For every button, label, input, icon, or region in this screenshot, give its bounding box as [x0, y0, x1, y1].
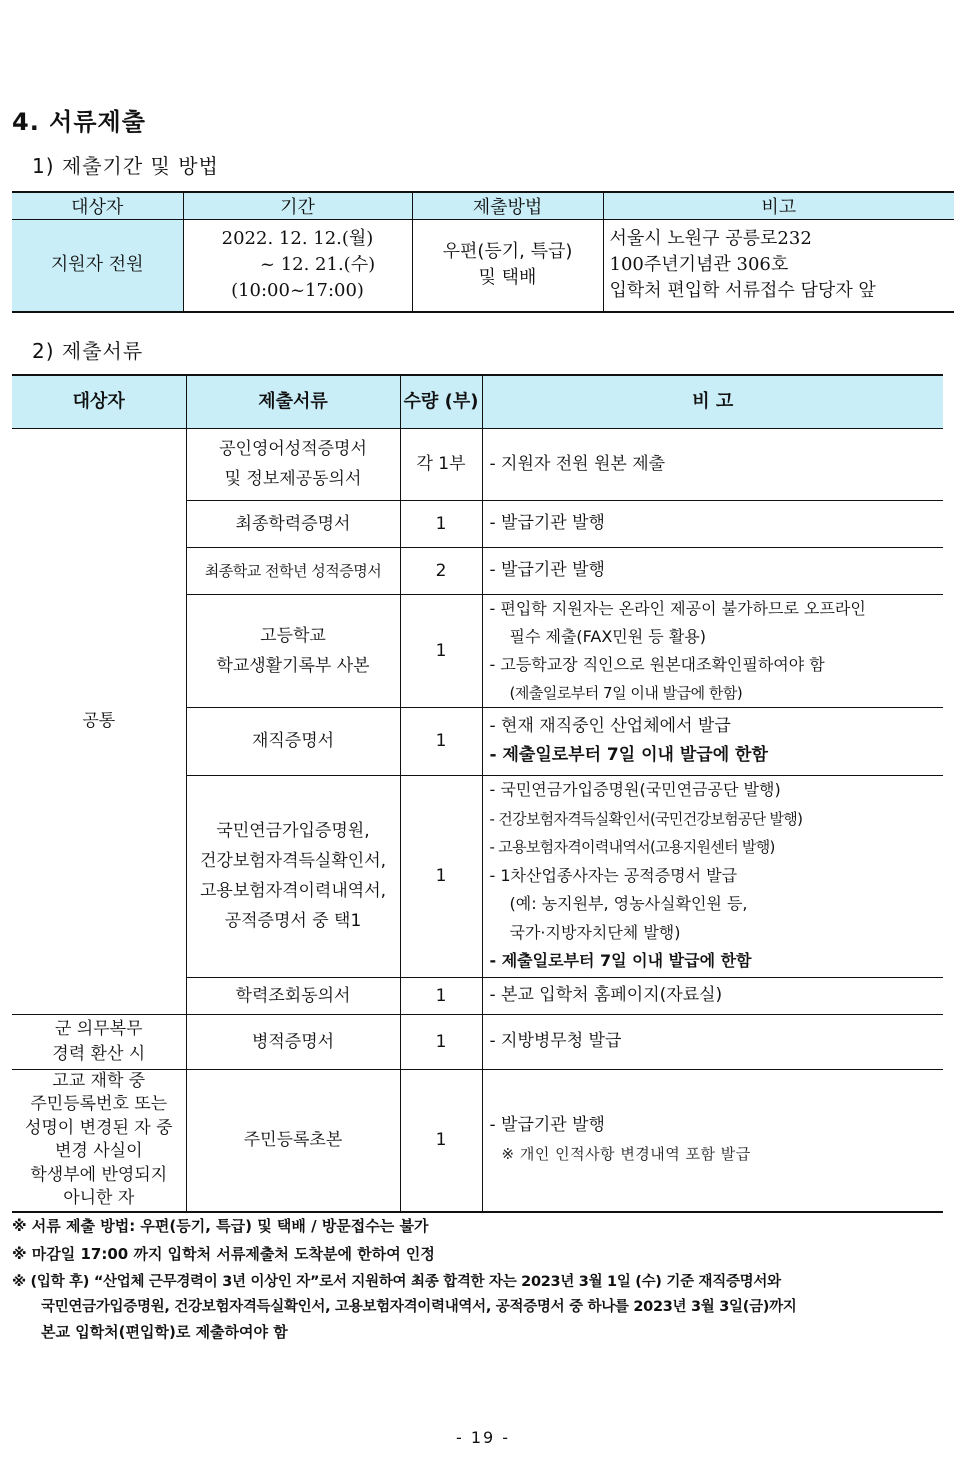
required-documents-table	[12, 374, 943, 1213]
document-cell	[186, 1069, 400, 1212]
note-line: 국가·지방자치단체 발행)	[509, 922, 681, 942]
method-line: 및 택배	[478, 267, 537, 289]
column-header: 제출방법	[412, 192, 603, 220]
document-cell	[186, 594, 400, 707]
quantity-cell: 각 1부	[400, 428, 482, 500]
note-cell	[482, 500, 943, 547]
quantity-cell: 1	[400, 1069, 482, 1212]
column-header: 수량 (부)	[400, 375, 482, 428]
document-name: 학교생활기록부 사본	[216, 655, 370, 676]
document-name: 국민연금가입증명원,	[216, 821, 370, 841]
note-line: - 지원자 전원 원본 제출	[489, 453, 666, 474]
footnote-line: 국민연금가입증명원, 건강보험자격득실확인서, 고용보험자격이력내역서, 공적증명서 중 하나를 2023년 3월 3일(금)까지	[41, 1299, 797, 1315]
document-name: 고용보험자격이력내역서,	[199, 881, 387, 901]
note-cell	[482, 594, 943, 707]
table-row	[12, 220, 954, 312]
method-cell	[412, 220, 603, 312]
quantity-cell: 1	[400, 1014, 482, 1069]
period-start: 2022. 12. 12.(월)	[221, 228, 374, 250]
document-cell	[186, 977, 400, 1014]
note-line: - 발급기관 발행	[489, 1115, 605, 1136]
document-name: 주민등록초본	[243, 1130, 343, 1151]
footnote-line: 본교 입학처(편입학)로 제출하여야 함	[41, 1323, 288, 1341]
period-end: ~ 12. 21.(수)	[259, 254, 376, 276]
footnotes	[12, 1212, 952, 1345]
note-cell	[482, 1014, 943, 1069]
group-label-line: 변경 사실이	[54, 1141, 143, 1162]
document-cell	[186, 547, 400, 594]
table-header-row	[12, 192, 954, 220]
note-cell	[482, 428, 943, 500]
subsection-title-period: 1) 제출기간 및 방법	[32, 154, 219, 178]
document-cell	[186, 500, 400, 547]
column-header: 기간	[183, 192, 412, 220]
section-title: 4. 서류제출	[12, 108, 146, 136]
quantity-cell: 1	[400, 977, 482, 1014]
column-header: 대상자	[12, 192, 183, 220]
column-header: 비 고	[482, 375, 943, 428]
note-cell	[482, 707, 943, 775]
table-row	[12, 1014, 943, 1069]
group-label-line: 아니한 자	[63, 1188, 135, 1209]
note-line: - 국민연금가입증명원(국민연금공단 발행)	[489, 780, 781, 800]
group-label-line: 주민등록번호 또는	[30, 1094, 168, 1115]
group-label-line: 고교 재학 중	[52, 1070, 146, 1091]
note-cell	[482, 775, 943, 977]
note-line: - 본교 입학처 홈페이지(자료실)	[489, 985, 723, 1005]
note-line: - 1차산업종사자는 공적증명서 발급	[489, 865, 738, 885]
footnote: ※ 마감일 17:00 까지 입학처 서류제출처 도착분에 한하여 인정	[12, 1245, 435, 1263]
address-line: 100주년기념관 306호	[609, 254, 789, 276]
column-header: 제출서류	[186, 375, 400, 428]
address-line: 입학처 편입학 서류접수 담당자 앞	[609, 280, 876, 302]
note-line: 필수 제출(FAX민원 등 활용)	[509, 626, 706, 646]
table-row	[12, 1069, 943, 1212]
document-name: 최종학력증명서	[235, 513, 351, 534]
quantity-cell: 2	[400, 547, 482, 594]
page-number: - 19 -	[455, 1428, 511, 1447]
note-line: - 제출일로부터 7일 이내 발급에 한함	[489, 745, 768, 765]
quantity-cell: 1	[400, 775, 482, 977]
document-cell	[186, 707, 400, 775]
document-name: 공적증명서 중 택1	[224, 911, 362, 931]
document-cell	[186, 1014, 400, 1069]
note-line: - 현재 재직중인 산업체에서 발급	[489, 716, 731, 736]
document-name: 학력조회동의서	[235, 985, 351, 1006]
table-row	[12, 428, 943, 500]
subsection-title-documents: 2) 제출서류	[32, 339, 144, 363]
footnote	[12, 1268, 952, 1345]
quantity-cell: 1	[400, 500, 482, 547]
quantity-cell: 1	[400, 594, 482, 707]
submission-period-table	[12, 191, 954, 313]
footnote: ※ 서류 제출 방법: 우편(등기, 특급) 및 택배 / 방문접수는 불가	[12, 1217, 429, 1235]
group-cell-military	[12, 1014, 186, 1069]
document-cell	[186, 775, 400, 977]
note-line: - 고등학교장 직인으로 원본대조확인필하여야 함	[489, 654, 825, 674]
group-cell-resident	[12, 1069, 186, 1212]
method-line: 우편(등기, 특급)	[442, 241, 573, 263]
note-line: ※ 개인 인적사항 변경내역 포함 발급	[501, 1145, 751, 1164]
note-line: - 편입학 지원자는 온라인 제공이 불가하므로 오프라인	[489, 598, 866, 618]
address-cell	[603, 220, 954, 312]
period-cell	[183, 220, 412, 312]
target-cell: 지원자 전원	[12, 220, 183, 312]
group-label-line: 군 의무복무	[54, 1018, 143, 1039]
column-header: 비고	[603, 192, 954, 220]
period-hours: (10:00~17:00)	[231, 280, 364, 302]
group-label-line: 경력 환산 시	[52, 1043, 146, 1064]
document-name: 최종학교 전학년 성적증명서	[204, 561, 382, 580]
document-name: 병적증명서	[251, 1031, 335, 1052]
note-cell	[482, 977, 943, 1014]
note-cell	[482, 547, 943, 594]
document-name: 건강보험자격득실확인서,	[199, 851, 387, 871]
document-name: 및 정보제공동의서	[224, 469, 362, 489]
table-header-row	[12, 375, 943, 428]
group-label-line: 성명이 변경된 자 중	[24, 1117, 173, 1138]
note-line: (예: 농지원부, 영농사실확인원 등,	[509, 894, 748, 914]
note-line: - 발급기관 발행	[489, 560, 605, 580]
note-line: - 발급기관 발행	[489, 513, 605, 533]
note-line: - 제출일로부터 7일 이내 발급에 한함	[489, 951, 752, 971]
document-name: 고등학교	[260, 625, 326, 646]
note-line: - 고용보험자격이력내역서(고용지원센터 발행)	[489, 838, 775, 857]
footnote-line: ※ (입학 후) “산업체 근무경력이 3년 이상인 자”로서 지원하여 최종 합격한 자는 2023년 3월 1일 (수) 기준 재직증명서와	[12, 1274, 781, 1290]
note-line: - 지방병무청 발급	[489, 1031, 622, 1051]
document-cell	[186, 428, 400, 500]
note-cell	[482, 1069, 943, 1212]
note-line: - 건강보험자격득실확인서(국민건강보험공단 발행)	[489, 809, 803, 828]
address-line: 서울시 노원구 공릉로232	[609, 228, 812, 250]
quantity-cell: 1	[400, 707, 482, 775]
column-header: 대상자	[12, 375, 186, 428]
group-label-line: 학생부에 반영되지	[30, 1164, 168, 1185]
group-cell-common: 공통	[12, 428, 186, 1014]
note-line: (제출일로부터 7일 이내 발급에 한함)	[509, 683, 743, 702]
document-name: 재직증명서	[251, 731, 335, 751]
document-name: 공인영어성적증명서	[219, 439, 367, 459]
